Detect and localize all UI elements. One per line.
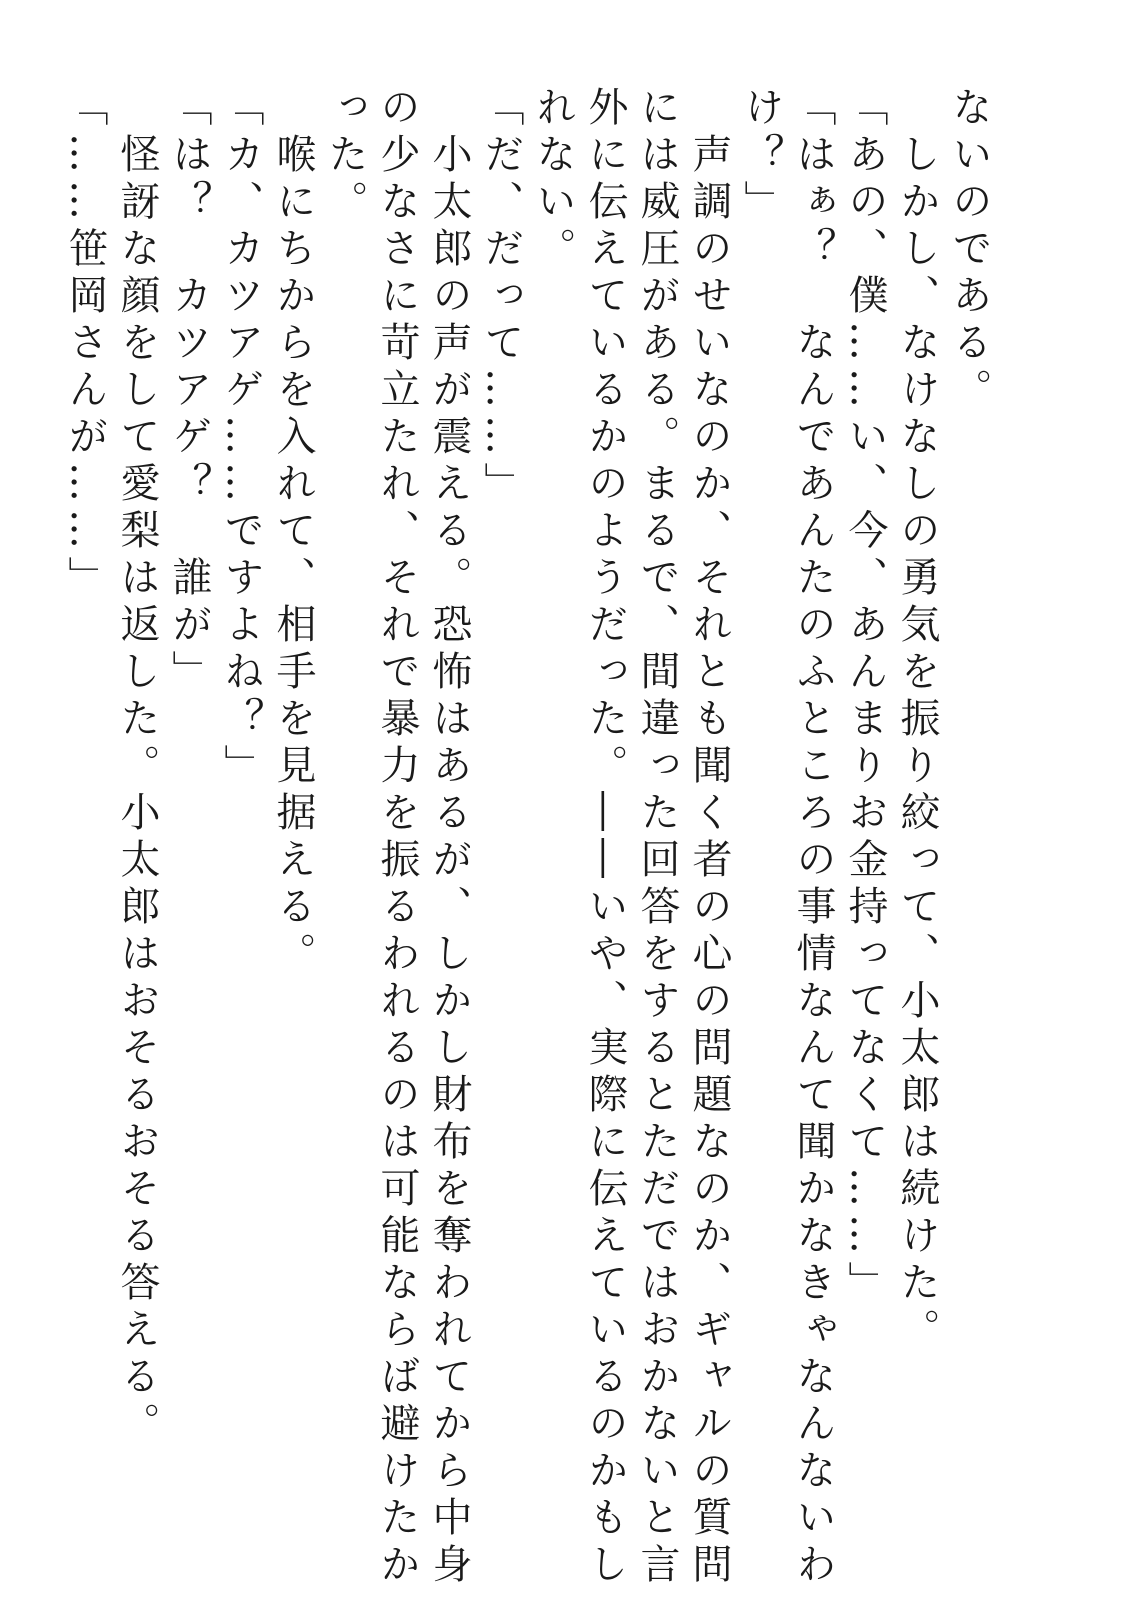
text-line: 怪訝な顔をして愛梨は返した。小太郎はおそるおそる答える。 [114,86,160,1449]
text-line: しかし、なけなしの勇気を振り絞って、小太郎は続けた。 [894,86,940,1355]
text-line: 外に伝えているかのようだった。――いや、実際に伝えているのかもし [582,86,628,1590]
dialogue-line: 「は？ カツアゲ？ 誰が」 [166,86,212,697]
text-line: れない。 [530,86,576,274]
text-line: った。 [322,86,368,227]
dialogue-line: け？」 [738,86,784,227]
text-line: には威圧がある。まるで、間違った回答をするとただではおかないと言 [634,86,680,1590]
text-line: 喉にちからを入れて、相手を見据える。 [270,86,316,979]
dialogue-line: 「……笹岡さんが……」 [62,86,108,603]
dialogue-line: 「あの、僕……い、今、あんまりお金持ってなくて……」 [842,86,888,1308]
vertical-text-body [59,86,995,1590]
dialogue-line: 「はぁ？ なんであんたのふところの事情なんて聞かなきゃなんないわ [790,86,836,1590]
text-line: 小太郎の声が震える。恐怖はあるが、しかし財布を奪われてから中身 [426,86,472,1590]
text-line: の少なさに苛立たれ、それで暴力を振るわれるのは可能ならば避けたか [374,86,420,1590]
text-line: 声調のせいなのか、それとも聞く者の心の問題なのか、ギャルの質問 [686,86,732,1590]
dialogue-line: 「カ、カツアゲ……ですよね？」 [218,86,264,791]
text-line: ないのである。 [946,86,992,415]
dialogue-line: 「だ、だって……」 [478,86,524,509]
